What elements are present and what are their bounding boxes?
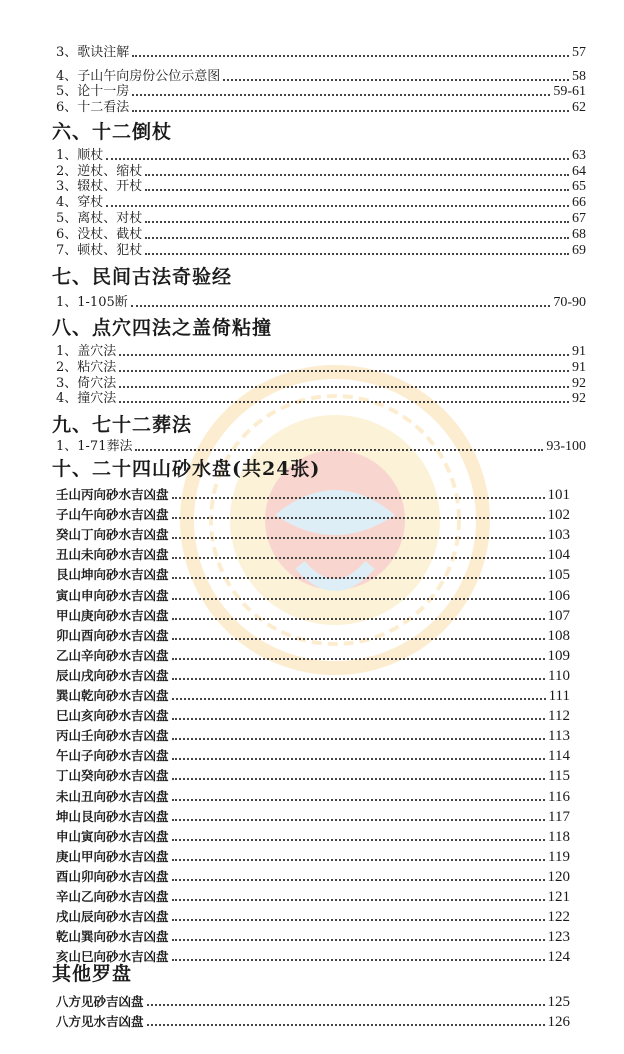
toc-entry-title: 庚山甲向砂水吉凶盘 xyxy=(56,848,169,864)
toc-entry[interactable] xyxy=(56,845,570,865)
toc-entry[interactable] xyxy=(56,389,586,407)
toc-entry-title: 午山子向砂水吉凶盘 xyxy=(56,748,169,764)
dot-leader xyxy=(172,638,545,640)
toc-entry-title: 1、1-71葬法 xyxy=(56,439,133,454)
toc-entry-title: 1、1-105断 xyxy=(56,295,128,310)
dot-leader xyxy=(172,537,545,539)
toc-entry-title: 4、子山午向房份公位示意图 xyxy=(56,69,221,84)
toc-entry-title: 卯山酉向砂水吉凶盘 xyxy=(56,627,169,643)
toc-entry-page-number: 65 xyxy=(572,179,586,194)
toc-entry-page-number: 110 xyxy=(548,667,570,684)
toc-entry-page-number: 107 xyxy=(547,607,570,624)
dot-leader xyxy=(172,859,546,861)
chapter-11-heading: 其他罗盘 xyxy=(52,963,133,985)
toc-entry[interactable] xyxy=(56,664,570,684)
toc-entry-title: 未山丑向砂水吉凶盘 xyxy=(56,788,169,804)
chapter-6-heading: 六、十二倒杖 xyxy=(52,121,173,143)
toc-entry-title: 子山午向砂水吉凶盘 xyxy=(56,507,169,523)
toc-entry[interactable] xyxy=(56,905,570,925)
toc-entry-title: 坤山艮向砂水吉凶盘 xyxy=(56,808,169,824)
dot-leader xyxy=(172,839,546,841)
toc-entry-page-number: 58 xyxy=(572,69,586,84)
dot-leader xyxy=(172,919,545,921)
toc-entry-page-number: 123 xyxy=(547,929,570,946)
toc-entry-title: 乙山辛向砂水吉凶盘 xyxy=(56,647,169,663)
toc-entry[interactable] xyxy=(56,990,570,1010)
toc-entry[interactable] xyxy=(56,1010,570,1030)
dot-leader xyxy=(172,738,546,740)
toc-entry-page-number: 62 xyxy=(572,100,586,115)
dot-leader xyxy=(172,497,545,499)
toc-entry-page-number: 121 xyxy=(547,889,570,905)
dot-leader xyxy=(145,221,569,223)
dot-leader xyxy=(172,899,545,901)
toc-entry[interactable] xyxy=(56,241,586,259)
toc-entry-title: 八方见砂吉凶盘 xyxy=(56,994,144,1009)
toc-entry-title: 壬山丙向砂水吉凶盘 xyxy=(56,487,169,502)
dot-leader xyxy=(172,939,545,941)
toc-entry[interactable] xyxy=(56,503,570,523)
toc-entry-title: 2、粘穴法 xyxy=(56,360,117,375)
dot-leader xyxy=(172,517,545,519)
toc-entry[interactable] xyxy=(56,523,570,543)
dot-leader xyxy=(145,237,569,239)
dot-leader xyxy=(172,557,545,559)
toc-entry-title: 乾山巽向砂水吉凶盘 xyxy=(56,929,169,945)
toc-entry-title: 6、没杖、截杖 xyxy=(56,227,143,242)
toc-entry-page-number: 104 xyxy=(547,547,570,564)
toc-entry-title: 癸山丁向砂水吉凶盘 xyxy=(56,527,169,543)
dot-leader xyxy=(145,174,569,176)
toc-entry-title: 亥山巳向砂水吉凶盘 xyxy=(56,949,169,965)
toc-entry-page-number: 124 xyxy=(547,949,570,966)
toc-entry-page-number: 111 xyxy=(548,688,570,704)
toc-entry[interactable] xyxy=(56,704,570,724)
chapter-8-heading: 八、点穴四法之盖倚粘撞 xyxy=(52,317,273,339)
toc-entry[interactable] xyxy=(56,764,570,784)
toc-entry-page-number: 59-61 xyxy=(553,84,586,99)
dot-leader xyxy=(172,718,546,720)
toc-entry[interactable] xyxy=(56,945,570,965)
toc-entry-title: 4、撞穴法 xyxy=(56,391,117,406)
toc-entry-page-number: 91 xyxy=(572,360,586,375)
dot-leader xyxy=(132,110,569,112)
toc-entry[interactable] xyxy=(56,437,586,455)
dot-leader xyxy=(147,1004,545,1006)
toc-entry-title: 戌山辰向砂水吉凶盘 xyxy=(56,909,169,925)
toc-entry-page-number: 68 xyxy=(572,227,586,242)
toc-entry[interactable] xyxy=(56,584,570,604)
dot-leader xyxy=(131,305,551,307)
toc-entry-title: 辰山戌向砂水吉凶盘 xyxy=(56,667,169,683)
toc-entry-title: 丁山癸向砂水吉凶盘 xyxy=(56,768,169,784)
toc-entry-page-number: 92 xyxy=(572,376,586,391)
dot-leader xyxy=(172,598,545,600)
toc-entry[interactable] xyxy=(56,885,570,905)
toc-entry-title: 甲山庚向砂水吉凶盘 xyxy=(56,607,169,623)
toc-entry-title: 4、穿杖 xyxy=(56,195,104,210)
toc-entry-title: 申山寅向砂水吉凶盘 xyxy=(56,828,169,844)
toc-entry[interactable] xyxy=(56,543,570,563)
toc-entry-page-number: 101 xyxy=(547,487,570,503)
dot-leader xyxy=(172,577,545,579)
toc-entry-page-number: 117 xyxy=(548,808,570,825)
toc-entry[interactable] xyxy=(56,744,570,764)
toc-entry[interactable] xyxy=(56,293,586,311)
dot-leader xyxy=(172,658,545,660)
toc-entry-title: 5、离杖、对杖 xyxy=(56,211,143,226)
toc-entry-title: 寅山申向砂水吉凶盘 xyxy=(56,587,169,603)
dot-leader xyxy=(172,678,546,680)
toc-entry-title: 1、顺杖 xyxy=(56,148,104,163)
toc-entry-page-number: 114 xyxy=(548,748,570,765)
toc-entry-title: 艮山坤向砂水吉凶盘 xyxy=(56,567,169,583)
toc-entry[interactable] xyxy=(56,483,570,503)
toc-entry[interactable] xyxy=(56,624,570,644)
toc-entry-page-number: 120 xyxy=(547,868,570,885)
dot-leader xyxy=(172,819,546,821)
toc-entry-page-number: 119 xyxy=(548,848,570,865)
toc-entry-page-number: 115 xyxy=(548,768,570,785)
toc-entry-title: 丙山壬向砂水吉凶盘 xyxy=(56,728,169,744)
toc-entry[interactable] xyxy=(56,644,570,664)
toc-entry-title: 巳山亥向砂水吉凶盘 xyxy=(56,708,169,724)
toc-entry-title: 酉山卯向砂水吉凶盘 xyxy=(56,868,169,884)
toc-entry-title: 3、倚穴法 xyxy=(56,376,117,391)
toc-entry-page-number: 122 xyxy=(547,909,570,926)
toc-entry-page-number: 64 xyxy=(572,164,586,179)
toc-entry[interactable] xyxy=(56,604,570,624)
toc-entry-page-number: 105 xyxy=(547,567,570,584)
dot-leader xyxy=(172,778,546,780)
toc-entry-page-number: 93-100 xyxy=(546,439,586,454)
dot-leader xyxy=(172,879,545,881)
toc-entry[interactable] xyxy=(56,43,586,61)
toc-entry-title: 巽山乾向砂水吉凶盘 xyxy=(56,688,169,703)
toc-entry-page-number: 57 xyxy=(572,45,586,60)
toc-entry-page-number: 103 xyxy=(547,527,570,544)
dot-leader xyxy=(145,253,569,255)
toc-entry-title: 3、辍杖、开杖 xyxy=(56,179,143,194)
dot-leader xyxy=(223,79,569,81)
dot-leader xyxy=(106,158,569,160)
toc-entry-page-number: 67 xyxy=(572,211,586,226)
dot-leader xyxy=(172,698,546,700)
dot-leader xyxy=(119,354,569,356)
dot-leader xyxy=(172,758,546,760)
toc-entry-page-number: 106 xyxy=(547,587,570,604)
toc-entry-title: 丑山未向砂水吉凶盘 xyxy=(56,547,169,563)
toc-entry[interactable] xyxy=(56,805,570,825)
chapter-7-heading: 七、民间古法奇验经 xyxy=(52,266,233,288)
toc-entry-page-number: 108 xyxy=(547,627,570,644)
toc-entry-title: 5、论十一房 xyxy=(56,84,130,99)
toc-entry[interactable] xyxy=(56,785,570,805)
toc-entry-page-number: 66 xyxy=(572,195,586,210)
toc-entry-title: 3、歌诀注解 xyxy=(56,45,130,60)
dot-leader xyxy=(106,205,569,207)
dot-leader xyxy=(119,370,569,372)
toc-entry-page-number: 70-90 xyxy=(553,295,586,310)
dot-leader xyxy=(172,618,545,620)
toc-entry-page-number: 118 xyxy=(548,828,570,845)
toc-entry-page-number: 69 xyxy=(572,243,586,258)
toc-entry[interactable] xyxy=(56,925,570,945)
toc-entry[interactable] xyxy=(56,98,586,116)
toc-entry-page-number: 109 xyxy=(547,647,570,664)
toc-entry-page-number: 91 xyxy=(572,344,586,359)
toc-entry-page-number: 126 xyxy=(547,1014,570,1030)
toc-entry-page-number: 102 xyxy=(547,507,570,524)
toc-entry[interactable] xyxy=(56,684,570,704)
dot-leader xyxy=(119,401,569,403)
dot-leader xyxy=(172,799,546,801)
toc-entry-page-number: 113 xyxy=(548,728,570,745)
toc-entry-page-number: 63 xyxy=(572,148,586,163)
toc-entry-title: 辛山乙向砂水吉凶盘 xyxy=(56,889,169,904)
toc-entry-title: 6、十二看法 xyxy=(56,100,130,115)
toc-entry-title: 2、逆杖、缩杖 xyxy=(56,164,143,179)
toc-entry[interactable] xyxy=(56,724,570,744)
dot-leader xyxy=(145,189,569,191)
toc-entry[interactable] xyxy=(56,865,570,885)
dot-leader xyxy=(132,55,569,57)
dot-leader xyxy=(147,1024,545,1026)
toc-entry[interactable] xyxy=(56,825,570,845)
toc-entry-title: 八方见水吉凶盘 xyxy=(56,1014,144,1029)
toc-entry-page-number: 92 xyxy=(572,391,586,406)
dot-leader xyxy=(119,386,569,388)
toc-entry[interactable] xyxy=(56,563,570,583)
toc-entry-page-number: 125 xyxy=(547,994,570,1010)
dot-leader xyxy=(135,449,543,451)
chapter-9-heading: 九、七十二葬法 xyxy=(52,414,193,436)
dot-leader xyxy=(172,959,545,961)
toc-entry-page-number: 112 xyxy=(548,708,570,725)
toc-entry-page-number: 116 xyxy=(548,788,570,805)
toc-entry-title: 7、顿杖、犯杖 xyxy=(56,243,143,258)
chapter-10-heading: 十、二十四山砂水盘(共24张) xyxy=(52,458,321,480)
toc-entry-title: 1、盖穴法 xyxy=(56,344,117,359)
dot-leader xyxy=(132,94,550,96)
